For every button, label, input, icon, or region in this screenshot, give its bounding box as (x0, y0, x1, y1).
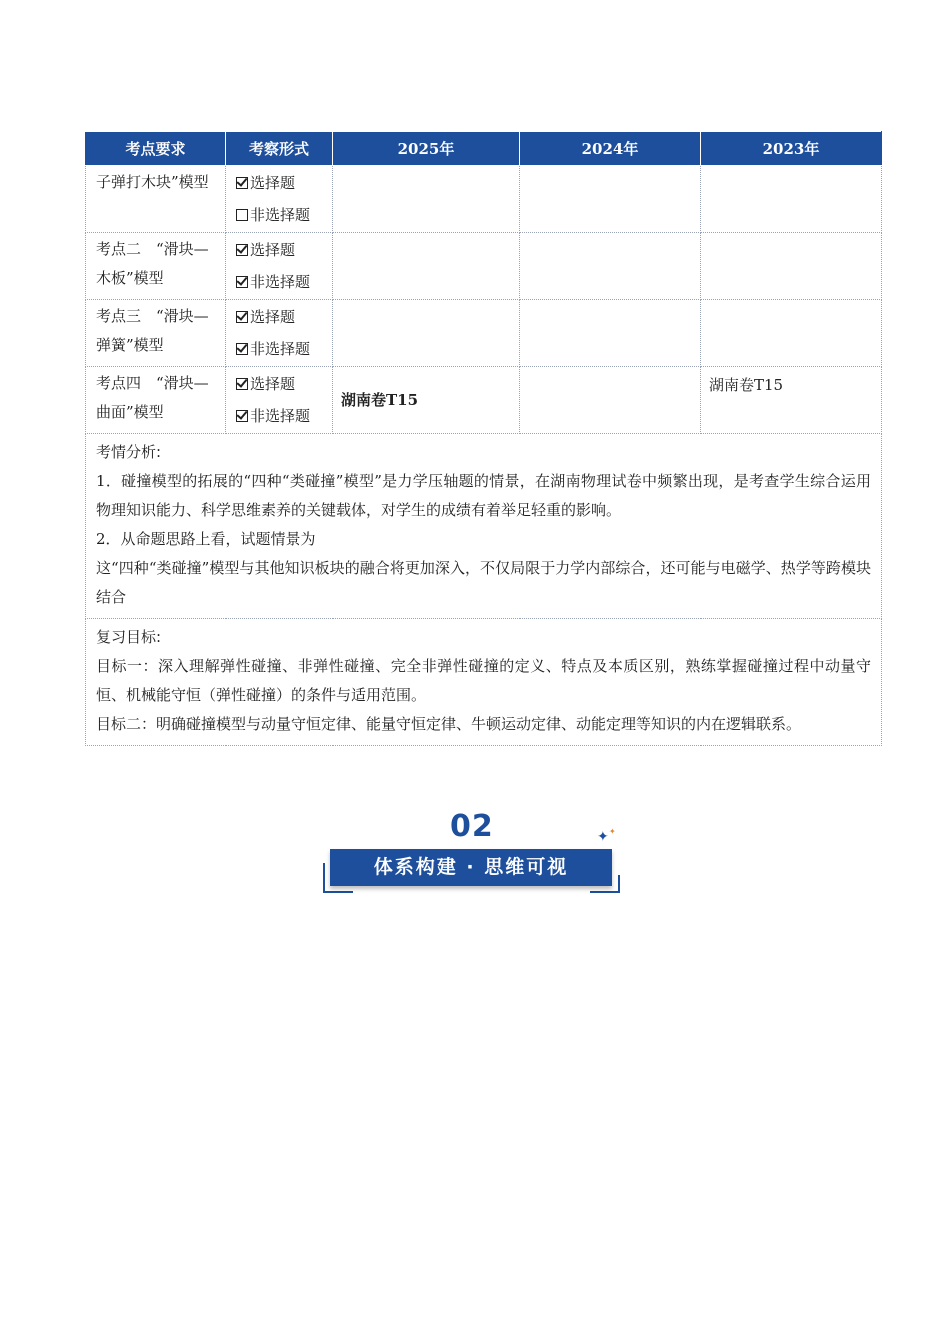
analysis-heading: 考情分析: (96, 443, 162, 461)
form-label: 非选择题 (250, 340, 311, 358)
form-label: 非选择题 (250, 407, 311, 425)
form-option (236, 368, 328, 400)
header-topic: 考点要求 (86, 132, 226, 166)
analysis-paragraph-3: 这“四种“类碰撞”模型与其他知识板块的融合将更加深入，不仅局限于力学内部综合，还可能与电磁学、热学等跨模块结合 (96, 559, 871, 606)
checked-box-icon (236, 378, 248, 390)
cell-2024 (520, 166, 701, 233)
header-2025: 2025年 (333, 132, 520, 166)
header-2024: 2024年 (520, 132, 701, 166)
cell-2023: 湖南卷T15 (701, 367, 882, 434)
goal-1: 目标一：深入理解弹性碰撞、非弹性碰撞、完全非弹性碰撞的定义、特点及本质区别，熟练掌握碰撞过程中动量守恒、机械能守恒（弹性碰撞）的条件与适用范围。 (96, 657, 871, 704)
form-option (236, 266, 328, 298)
form-cell (226, 367, 333, 434)
cell-2023 (701, 166, 882, 233)
table-header-row (86, 132, 882, 166)
cell-2025 (333, 166, 520, 233)
section-title: 体系构建 · 思维可视 (330, 849, 612, 886)
form-cell (226, 300, 333, 367)
header-2023: 2023年 (701, 132, 882, 166)
form-option (236, 333, 328, 365)
checked-box-icon (236, 177, 248, 189)
topic-cell: 子弹打木块”模型 (86, 166, 226, 233)
cell-2025 (333, 233, 520, 300)
unchecked-box-icon (236, 209, 248, 221)
cell-2025 (333, 300, 520, 367)
cell-2025: 湖南卷T15 (333, 367, 520, 434)
table-row (86, 300, 882, 367)
table-row (86, 233, 882, 300)
form-label: 选择题 (250, 308, 296, 326)
form-cell (226, 233, 333, 300)
form-label: 非选择题 (250, 206, 311, 224)
analysis-paragraph-1: 1．碰撞模型的拓展的“四种“类碰撞”模型”是力学压轴题的情景，在湖南物理试卷中频繁出现，是考查学生综合运用物理知识能力、科学思维素养的关键载体，对学生的成绩有着举足轻重的影响。 (96, 472, 871, 519)
form-label: 非选择题 (250, 273, 311, 291)
cell-2024 (520, 233, 701, 300)
analysis-paragraph-2: 2．从命题思路上看，试题情景为 (96, 530, 316, 548)
exam-table (85, 131, 882, 746)
cell-2023 (701, 233, 882, 300)
form-option (236, 199, 328, 231)
cell-2024 (520, 367, 701, 434)
analysis-row (86, 434, 882, 619)
sparkle-icon: ✦ (597, 829, 609, 845)
topic-cell: 考点二 “滑块—木板”模型 (86, 233, 226, 300)
topic-cell: 考点三 “滑块—弹簧”模型 (86, 300, 226, 367)
cell-2024 (520, 300, 701, 367)
checked-box-icon (236, 343, 248, 355)
analysis-cell (86, 434, 882, 619)
table-row (86, 166, 882, 233)
header-form: 考察形式 (226, 132, 333, 166)
topic-cell: 考点四 “滑块—曲面”模型 (86, 367, 226, 434)
form-option (236, 400, 328, 432)
form-option (236, 167, 328, 199)
goals-row (86, 619, 882, 746)
form-cell (226, 166, 333, 233)
goals-heading: 复习目标: (96, 628, 162, 646)
checked-box-icon (236, 311, 248, 323)
checked-box-icon (236, 276, 248, 288)
form-label: 选择题 (250, 174, 296, 192)
goal-2: 目标二：明确碰撞模型与动量守恒定律、能量守恒定律、牛顿运动定律、动能定理等知识的内在逻辑联系。 (96, 715, 802, 733)
form-label: 选择题 (250, 375, 296, 393)
cell-2023 (701, 300, 882, 367)
form-label: 选择题 (250, 241, 296, 259)
form-option (236, 234, 328, 266)
checked-box-icon (236, 244, 248, 256)
section-number: 02 (450, 809, 494, 844)
checked-box-icon (236, 410, 248, 422)
table-row (86, 367, 882, 434)
form-option (236, 301, 328, 333)
small-sparkle-icon: ✦ (609, 827, 616, 836)
goals-cell (86, 619, 882, 746)
